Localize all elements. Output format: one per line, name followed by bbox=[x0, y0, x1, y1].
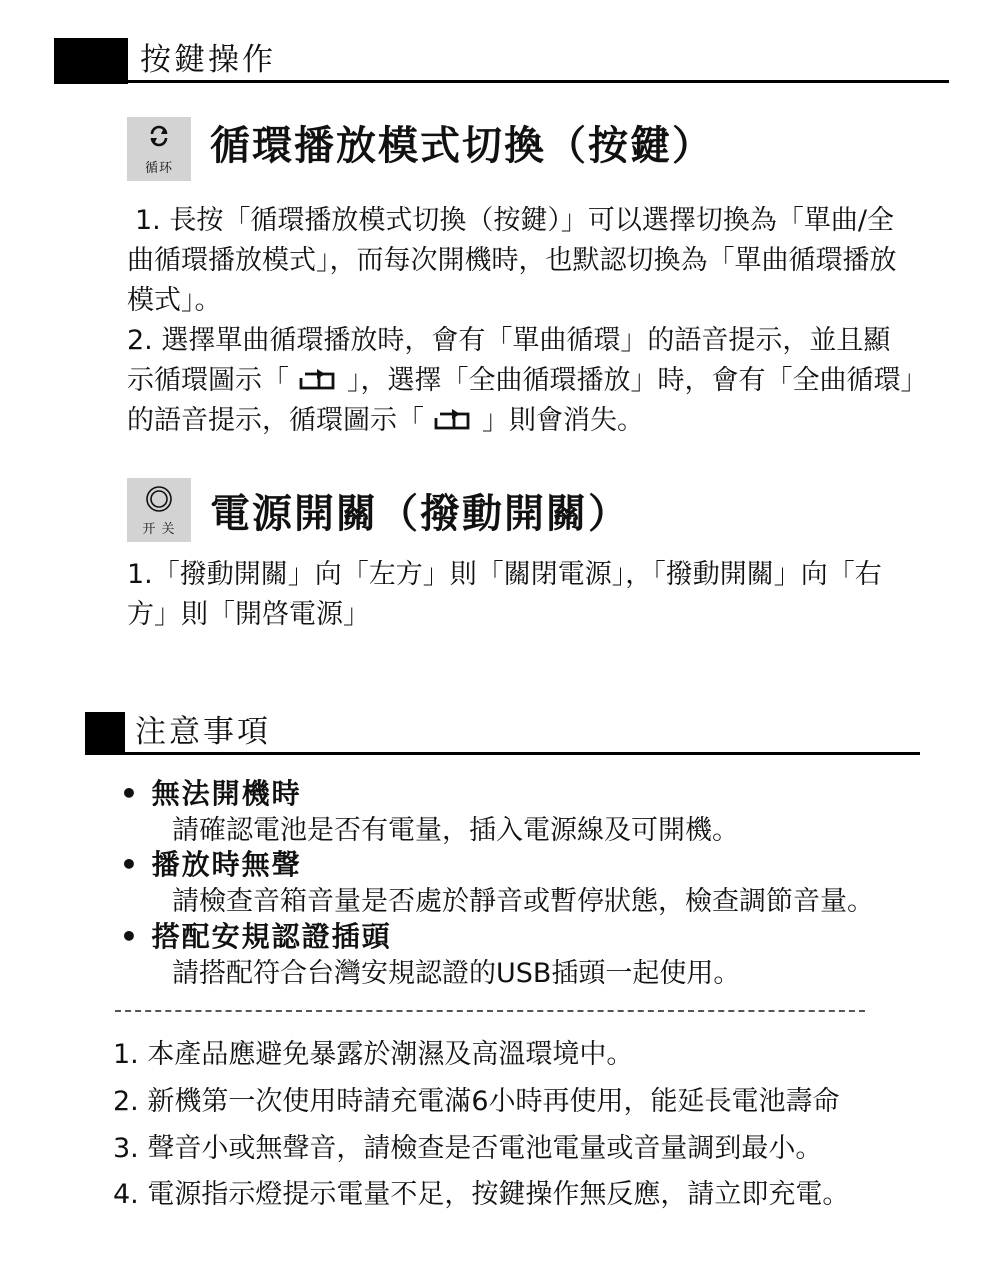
section-marker bbox=[54, 38, 128, 84]
note-heading: • 搭配安規認證插頭 bbox=[120, 920, 392, 953]
power-knob-icon bbox=[144, 484, 174, 514]
fine-print-line: 1. 本產品應避免暴露於潮濕及高溫環境中。 bbox=[113, 1039, 634, 1070]
section-title-notice: 注意事項 bbox=[135, 714, 271, 750]
power-switch-icon bbox=[127, 478, 191, 542]
loop-indicator-icon bbox=[430, 408, 476, 434]
note-heading: • 播放時無聲 bbox=[120, 848, 302, 881]
note-body: 請檢查音箱音量是否處於靜音或暫停狀態，檢查調節音量。 bbox=[172, 886, 874, 917]
loop-para-2-c: 」則會消失。 bbox=[482, 405, 644, 436]
dashed-divider bbox=[115, 1010, 865, 1012]
note-heading: • 無法開機時 bbox=[120, 777, 302, 810]
power-switch-description: 1.「撥動開關」向「左方」則「關閉電源」，「撥動開關」向「右方」則「開啓電源」 bbox=[127, 559, 882, 630]
section-marker bbox=[85, 712, 125, 754]
loop-para-2 bbox=[127, 321, 917, 441]
loop-mode-description bbox=[127, 201, 917, 441]
section-rule bbox=[85, 752, 920, 755]
repeat-icon bbox=[147, 124, 171, 148]
note-body: 請搭配符合台灣安規認證的USB插頭一起使用。 bbox=[172, 958, 741, 989]
note-body: 請確認電池是否有電量，插入電源線及可開機。 bbox=[172, 815, 739, 846]
loop-para-2-b: 」，選擇「全曲循環播放」時，會有「全曲循環」的語音提示，循環圖示「 bbox=[127, 365, 914, 436]
power-icon-caption: 开 关 bbox=[142, 522, 176, 537]
loop-mode-icon bbox=[127, 117, 191, 181]
loop-icon-caption: 循环 bbox=[144, 161, 173, 176]
loop-para-2-a: 2. 選擇單曲循環播放時，會有「單曲循環」的語音提示，並且顯示循環圖示「 bbox=[127, 325, 891, 396]
fine-print-line: 2. 新機第一次使用時請充電滿6小時再使用，能延長電池壽命 bbox=[113, 1086, 840, 1117]
fine-print-line: 3. 聲音小或無聲音，請檢查是否電池電量或音量調到最小。 bbox=[113, 1133, 823, 1164]
loop-mode-title: 循環播放模式切換（按鍵） bbox=[210, 123, 714, 169]
section-title-operation: 按鍵操作 bbox=[140, 42, 276, 78]
section-rule bbox=[54, 80, 949, 83]
loop-para-1: 1. 長按「循環播放模式切換（按鍵）」可以選擇切換為「單曲/全曲循環播放模式」，而每次開機時，也默認切換為「單曲循環播放模式」。 bbox=[127, 205, 897, 316]
loop-indicator-icon bbox=[295, 368, 341, 394]
fine-print-line: 4. 電源指示燈提示電量不足，按鍵操作無反應，請立即充電。 bbox=[113, 1179, 850, 1210]
power-switch-title: 電源開關（撥動開關） bbox=[210, 491, 630, 537]
